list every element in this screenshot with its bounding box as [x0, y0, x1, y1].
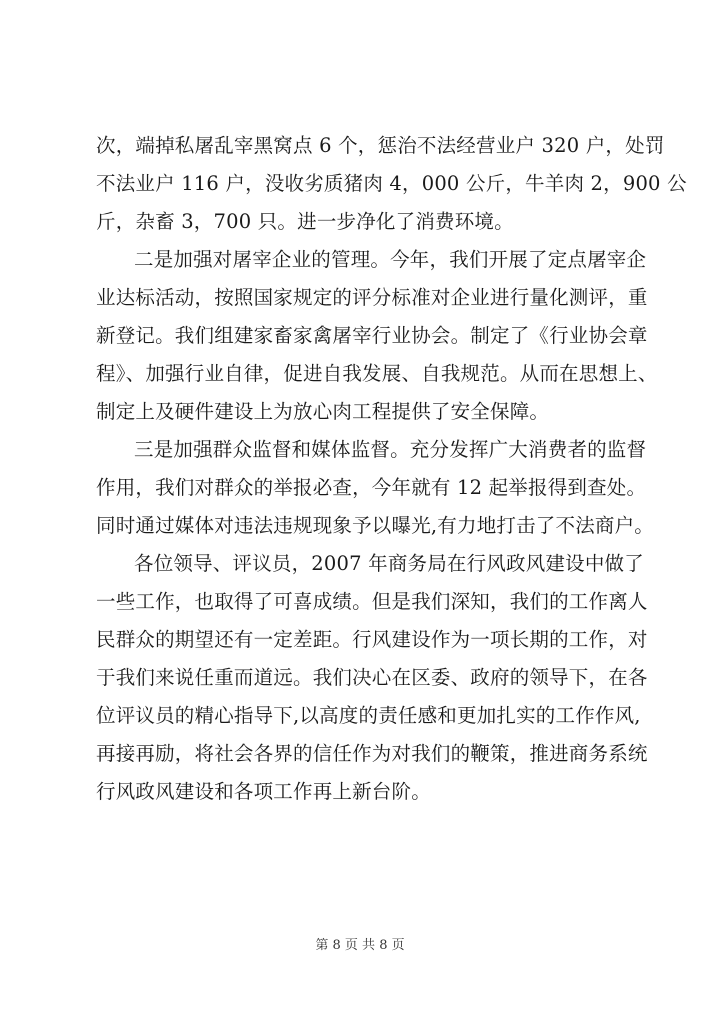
text-line: 作用，我们对群众的举报必查，今年就有 12 起举报得到查处。 — [96, 476, 647, 499]
text-line: 新登记。我们组建家畜家禽屠宰行业协会。制定了《行业协会章 — [96, 324, 648, 347]
text-line: 不法业户 116 户，没收劣质猪肉 4，000 公斤，牛羊肉 2，900 公 — [96, 172, 687, 195]
text-line: 业达标活动，按照国家规定的评分标准对企业进行量化测评，重 — [96, 286, 648, 309]
text-line: 次，端掉私屠乱宰黑窝点 6 个，惩治不法经营业户 320 户，处罚 — [96, 134, 665, 157]
text-line: 制定上及硬件建设上为放心肉工程提供了安全保障。 — [96, 400, 550, 423]
text-line: 斤，杂畜 3，700 只。进一步净化了消费环境。 — [96, 210, 514, 233]
text-line: 位评议员的精心指导下,以高度的责任感和更加扎实的工作作风, — [96, 704, 641, 727]
page-number-footer: 第 8 页 共 8 页 — [315, 938, 405, 953]
paragraph-start-line: 三是加强群众监督和媒体监督。充分发挥广大消费者的监督 — [134, 438, 647, 461]
text-line: 再接再励，将社会各界的信任作为对我们的鞭策，推进商务系统 — [96, 742, 648, 765]
text-line: 同时通过媒体对违法违规现象予以曝光,有力地打击了不法商户。 — [96, 514, 654, 537]
paragraph-start-line: 各位领导、评议员，2007 年商务局在行风政风建设中做了 — [134, 552, 644, 575]
text-line: 一些工作，也取得了可喜成绩。但是我们深知，我们的工作离人 — [96, 590, 648, 613]
text-line: 民群众的期望还有一定差距。行风建设作为一项长期的工作，对 — [96, 628, 648, 651]
paragraph-start-line: 二是加强对屠宰企业的管理。今年，我们开展了定点屠宰企 — [134, 248, 647, 271]
text-line: 行风政风建设和各项工作再上新台阶。 — [96, 780, 431, 803]
text-line: 于我们来说任重而道远。我们决心在区委、政府的领导下，在各 — [96, 666, 648, 689]
text-line: 程》、加强行业自律，促进自我发展、自我规范。从而在思想上、 — [96, 362, 658, 385]
